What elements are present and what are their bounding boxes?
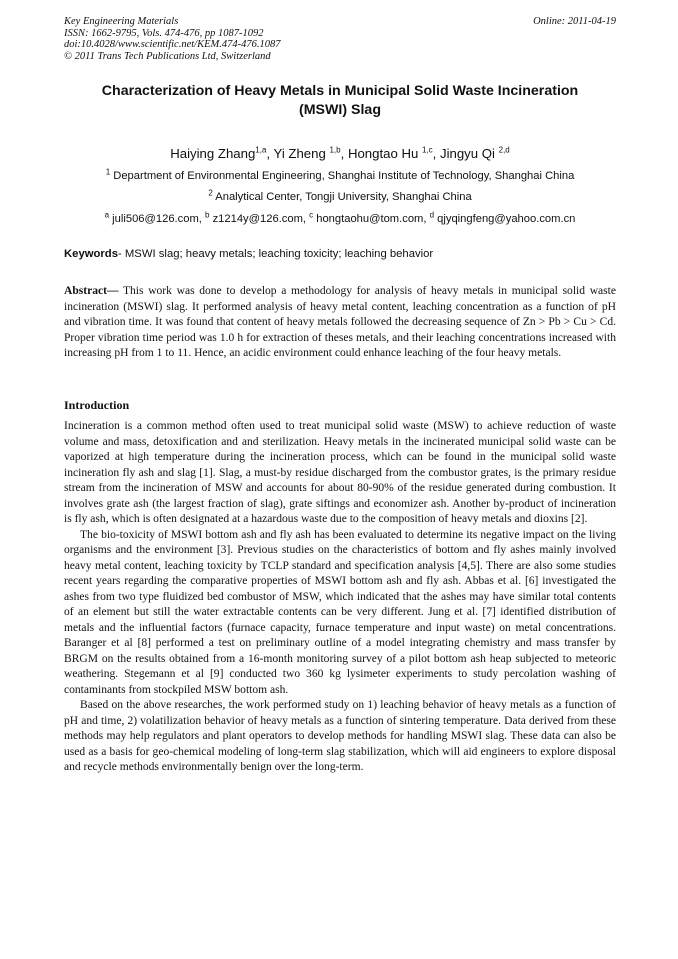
section-heading-introduction: Introduction [64,398,130,412]
journal-name: Key Engineering Materials [64,16,179,27]
affiliation-2 [64,188,616,203]
keywords-label: Keywords [64,248,118,260]
paragraph: Incineration is a common method often used to treat municipal solid waste (MSW) to achieve reduction of waste volume and mass, detoxification and and sterilization. Heavy metals in the incinerated municipal solid waste can be vaporized at high temperature during the incineration process, which can be found in the municipal solid waste incineration fly ash and slag [1]. Slag, a must-by residue discharged from the combustor grates, is the primary residue stream from the incineration of MSW and accounts for about 80-90% of the residue generated during combustion. It involves grate ash (the largest fraction of slag), grate siftings and economizer ash. Another by-product of incineration is fly ash, which is often designated at a hazardous waste due to the composition of heavy metals and dioxins [2]. [64,420,616,525]
author-name: Hongtao Hu [347,146,422,161]
title-line-1: Characterization of Heavy Metals in Municipal Solid Waste Incineration [101,83,579,99]
email-mark: b [205,210,210,220]
abstract-text: This work was done to develop a methodology for analysis of heavy metals in municipal solid waste incineration (MSWI) slag. It performed analysis of heavy metal content, leaching concentration as a function of pH and vibration time. It was found that content of heavy metals followed the decreasing sequence of Zn > Pb > Cu > Cd. Proper vibration time period was 1.0 h for extraction of theses metals, and their leaching concentrations increased with increasing pH from 1 to 11. Hence, an acidic environment could enhance leaching of the four heavy metals. [64,285,616,359]
author-affiliation-mark: 1,b [329,145,341,155]
paper-title [64,82,616,119]
author-name: Jingyu Qi [439,146,499,161]
email-mark: c [309,210,314,220]
introduction-body [64,419,616,776]
doi-line: doi:10.4028/www.scientific.net/KEM.474-476.1087 [64,39,281,50]
affiliation-mark: 2 [208,188,213,198]
title-line-2: (MSWI) Slag [299,101,381,118]
author-affiliation-mark: 1,a [255,145,267,155]
email-address[interactable]: z1214y@126.com, [212,213,310,225]
abstract-label: Abstract— [64,285,119,297]
email-address[interactable]: juli506@126.com, [112,213,205,225]
email-line [64,210,616,225]
author-name: Yi Zheng [273,146,330,161]
copyright-line: © 2011 Trans Tech Publications Ltd, Switzerland [64,50,271,62]
email-address[interactable]: qjyqingfeng@yahoo.com.cn [437,213,576,225]
author-affiliation-mark: 2,d [498,145,510,155]
keywords-text: - MSWI slag; heavy metals; leaching toxicity; leaching behavior [118,248,434,260]
online-date: Online: 2011-04-19 [533,16,616,27]
author-list: Haiying Zhang$^{1,a}$, Yi Zheng $^{1,b}$, Hongtao Hu $^{1,c}$, Jingyu Qi $^{2,d}$ [170,145,510,161]
email-mark: a [104,210,110,220]
paragraph: Based on the above researches, the work performed study on 1) leaching behavior of heavy metals as a function of pH and time, 2) volatilization behavior of heavy metals as a function of sintering temperature. Data derived from these methods may help regulators and plant operators to develop methods for handling MSWI slag. These data can also be used as a basis for geo-chemical modeling of long-term slag stabilization, which will aid engineers to explore disposal and recycle methods environmentally benign over the long-term. [64,699,616,773]
affiliation-text: Department of Environmental Engineering, Shanghai Institute of Technology, Shanghai China [113,170,575,182]
issn-line: ISSN: 1662-9795, Vols. 474-476, pp 1087-1092 [64,27,264,39]
author-affiliation-mark: 1,c [421,145,433,155]
author-name: Haiying Zhang [170,146,256,161]
keywords-line [64,248,616,260]
publication-header [64,16,616,62]
paragraph: The bio-toxicity of MSWI bottom ash and fly ash has been evaluated to determine its negative impact on the living organisms and the environment [3]. Previous studies on the characteristics of bottom and fly ashes mainly involved heavy metal content, leaching toxicity by TCLP standard and specification analysis [4,5]. There are also some studies recent years regarding the comparative properties of MSWI bottom ash and fly ash. Abbas et al. [6] investigated the ashes from two type fluidized bed combustor of MSW, which indicated that the ashes may have similar total contents of an element but still the water extractable contents can be very different. Jung et al. [7] identified distribution of metals and the influential factors (furnace capacity, furnace temperature and input waste) on metal concentrations. Baranger et al [8] performed a test on preliminary outline of a model integrating chemistry and mass transfer by BRGM on the results obtained from a 16-month monitoring survey of a pilot bottom ash heap subjected to meteoric weathering. Stegemann et al [9] conducted two 360 kg lysimeter experiments to study percolation washing of contaminants from stockpiled MSW bottom ash. [64,528,616,696]
affiliation-1 [64,167,616,182]
email-address[interactable]: hongtaohu@tom.com, [316,213,430,225]
affiliation-text: Analytical Center, Tongji University, Shanghai China [215,191,472,203]
abstract [64,284,616,362]
email-mark: d [429,210,435,220]
affiliation-mark: 1 [105,167,111,177]
